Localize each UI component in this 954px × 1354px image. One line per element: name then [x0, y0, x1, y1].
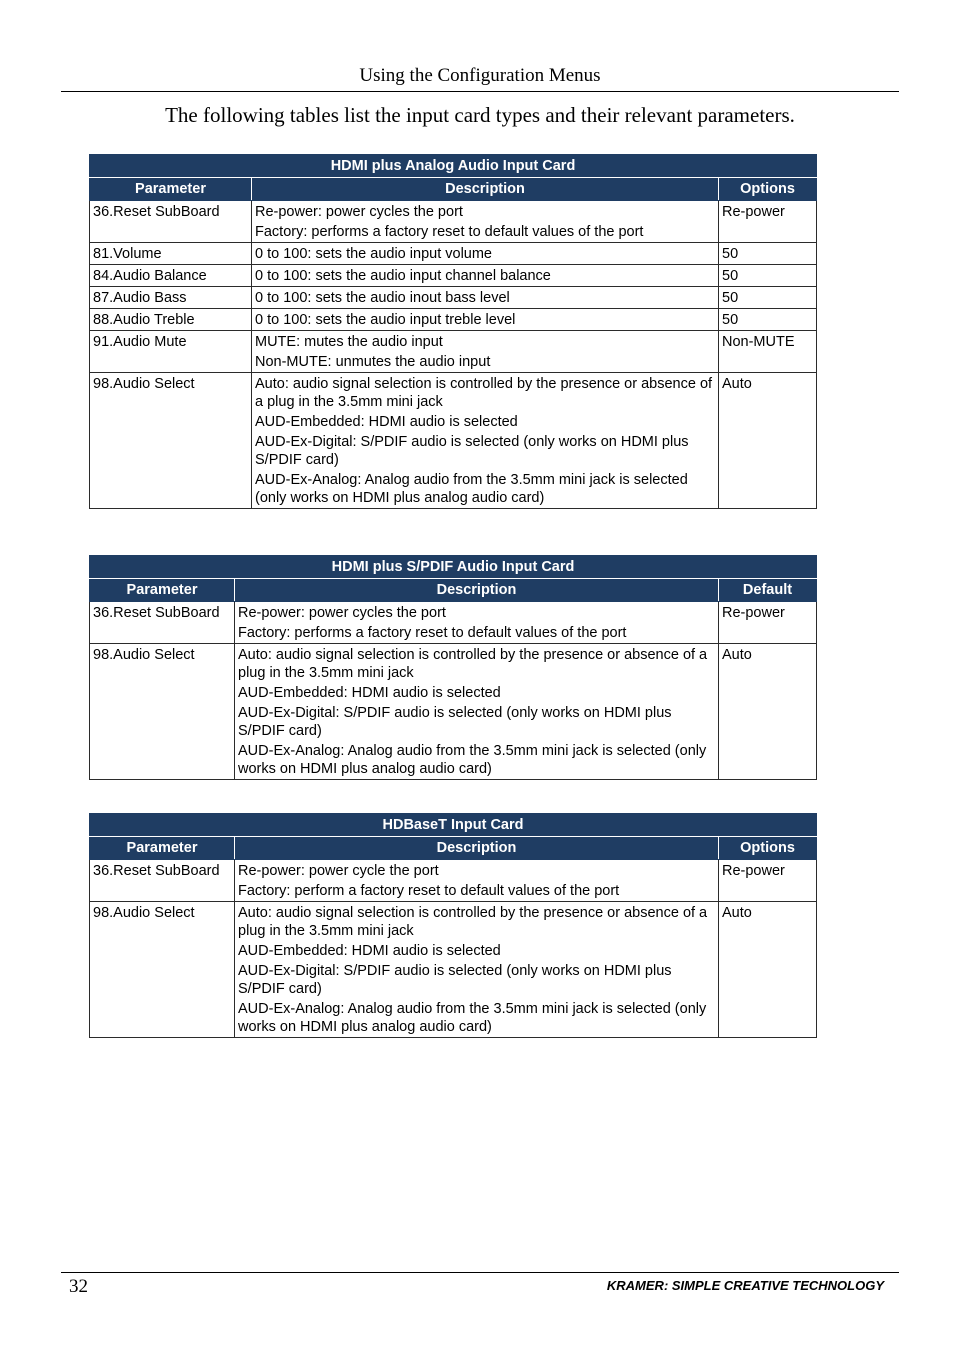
- description-line: AUD-Ex-Digital: S/PDIF audio is selected (only works on HDMI plus S/PDIF card): [255, 434, 689, 468]
- value-cell: Auto: [719, 644, 817, 780]
- table-row: [90, 201, 817, 243]
- table-row: [90, 265, 817, 287]
- description-line: Auto: audio signal selection is controlled by the presence or absence of a plug in the 3.5mm mini jack: [238, 905, 708, 939]
- description-line: AUD-Ex-Analog: Analog audio from the 3.5mm mini jack is selected (only works on HDMI plus analog audio card): [238, 743, 707, 777]
- description-line: AUD-Ex-Digital: S/PDIF audio is selected (only works on HDMI plus S/PDIF card): [238, 705, 672, 739]
- column-header-parameter: Parameter: [90, 178, 252, 201]
- table-row: [90, 243, 817, 265]
- value-cell: 50: [719, 243, 817, 265]
- column-header-parameter: Parameter: [90, 579, 235, 602]
- description-line: 0 to 100: sets the audio input channel balance: [255, 268, 551, 284]
- table-row: [90, 860, 817, 902]
- description-line: 0 to 100: sets the audio input treble level: [255, 312, 516, 328]
- value-cell: Re-power: [719, 602, 817, 644]
- value-cell: Auto: [719, 902, 817, 1038]
- table-title: HDBaseT Input Card: [90, 814, 817, 837]
- value-cell: Re-power: [719, 201, 817, 243]
- value-cell: 50: [719, 309, 817, 331]
- column-header-description: Description: [252, 178, 719, 201]
- value-cell: 50: [719, 287, 817, 309]
- page-number: 32: [69, 1276, 88, 1297]
- description-line: Factory: performs a factory reset to default values of the port: [238, 625, 627, 641]
- value-cell: Auto: [719, 373, 817, 509]
- table-row: [90, 373, 817, 509]
- brand-tagline: KRAMER: SIMPLE CREATIVE TECHNOLOGY: [606, 1278, 884, 1293]
- value-cell: 50: [719, 265, 817, 287]
- parameter-cell: 81.Volume: [90, 243, 252, 265]
- description-line: Factory: perform a factory reset to default values of the port: [238, 883, 620, 899]
- description-line: Auto: audio signal selection is controlled by the presence or absence of a plug in the 3.5mm mini jack: [255, 376, 713, 410]
- column-header-default: Default: [719, 579, 817, 602]
- description-line: Non-MUTE: unmutes the audio input: [255, 354, 491, 370]
- intro-paragraph: The following tables list the input card types and their relevant parameters.: [165, 103, 795, 127]
- description-cell: [252, 309, 719, 331]
- description-line: 0 to 100: sets the audio inout bass level: [255, 290, 510, 306]
- description-line: AUD-Embedded: HDMI audio is selected: [238, 943, 501, 959]
- description-line: AUD-Embedded: HDMI audio is selected: [255, 414, 518, 430]
- description-cell: [252, 265, 719, 287]
- table-row: [90, 287, 817, 309]
- parameter-cell: 98.Audio Select: [90, 644, 235, 780]
- parameter-cell: 84.Audio Balance: [90, 265, 252, 287]
- description-cell: [235, 860, 719, 902]
- column-header-options: Options: [719, 178, 817, 201]
- description-cell: [252, 373, 719, 509]
- description-line: Re-power: power cycles the port: [238, 605, 446, 621]
- table-body: [90, 201, 817, 509]
- table-row: [90, 309, 817, 331]
- column-header-description: Description: [235, 837, 719, 860]
- table-body: [90, 602, 817, 780]
- description-line: Re-power: power cycle the port: [238, 863, 439, 879]
- description-line: AUD-Ex-Digital: S/PDIF audio is selected (only works on HDMI plus S/PDIF card): [238, 963, 672, 997]
- hdbaset-input-table: [89, 813, 817, 1038]
- hdmi-analog-audio-table: [89, 154, 817, 509]
- table-row: [90, 644, 817, 780]
- table-body: [90, 860, 817, 1038]
- value-cell: Re-power: [719, 860, 817, 902]
- parameter-cell: 36.Reset SubBoard: [90, 860, 235, 902]
- hdmi-spdif-audio-table: [89, 555, 817, 780]
- header-rule: [61, 91, 899, 92]
- description-line: AUD-Ex-Analog: Analog audio from the 3.5mm mini jack is selected (only works on HDMI plus analog audio card): [238, 1001, 707, 1035]
- table-row: [90, 331, 817, 373]
- description-cell: [252, 201, 719, 243]
- description-cell: [252, 287, 719, 309]
- description-cell: [235, 644, 719, 780]
- description-line: AUD-Embedded: HDMI audio is selected: [238, 685, 501, 701]
- table-row: [90, 602, 817, 644]
- parameter-cell: 98.Audio Select: [90, 373, 252, 509]
- column-header-description: Description: [235, 579, 719, 602]
- table-title: HDMI plus Analog Audio Input Card: [90, 155, 817, 178]
- parameter-cell: 91.Audio Mute: [90, 331, 252, 373]
- column-header-parameter: Parameter: [90, 837, 235, 860]
- parameter-cell: 36.Reset SubBoard: [90, 201, 252, 243]
- table-row: [90, 902, 817, 1038]
- parameter-cell: 88.Audio Treble: [90, 309, 252, 331]
- parameter-cell: 87.Audio Bass: [90, 287, 252, 309]
- parameter-cell: 36.Reset SubBoard: [90, 602, 235, 644]
- parameter-cell: 98.Audio Select: [90, 902, 235, 1038]
- running-header: Using the Configuration Menus: [359, 65, 601, 86]
- description-line: Auto: audio signal selection is controlled by the presence or absence of a plug in the 3.5mm mini jack: [238, 647, 708, 681]
- description-cell: [235, 602, 719, 644]
- description-cell: [235, 902, 719, 1038]
- description-line: Re-power: power cycles the port: [255, 204, 463, 220]
- description-line: MUTE: mutes the audio input: [255, 334, 443, 350]
- column-header-options: Options: [719, 837, 817, 860]
- footer-rule: [61, 1272, 899, 1273]
- description-cell: [252, 331, 719, 373]
- description-line: AUD-Ex-Analog: Analog audio from the 3.5mm mini jack is selected (only works on HDMI plus analog audio card): [255, 472, 688, 506]
- description-line: 0 to 100: sets the audio input volume: [255, 246, 492, 262]
- description-cell: [252, 243, 719, 265]
- description-line: Factory: performs a factory reset to default values of the port: [255, 224, 644, 240]
- table-title: HDMI plus S/PDIF Audio Input Card: [90, 556, 817, 579]
- value-cell: Non-MUTE: [719, 331, 817, 373]
